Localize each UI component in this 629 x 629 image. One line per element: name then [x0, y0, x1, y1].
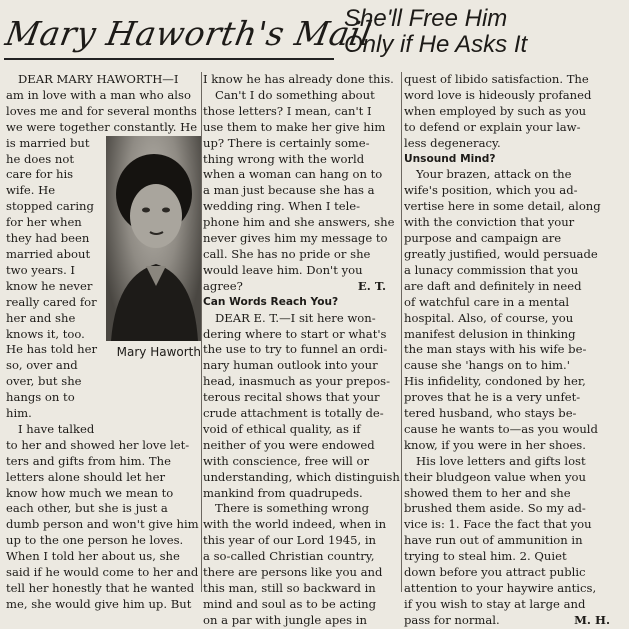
masthead: [0, 0, 629, 70]
text-line: tell her honestly that he wanted: [6, 581, 195, 595]
text-line: Can't I do something about: [215, 87, 375, 102]
text-line: agree?: [203, 278, 243, 293]
text-line: this year of our Lord 1945, in: [203, 533, 377, 548]
text-line: brushed them aside. So my ad-: [404, 501, 586, 516]
text-line: said if he would come to her and: [6, 565, 199, 580]
text-line: His love letters and gifts lost: [416, 453, 586, 468]
headline: [344, 6, 527, 58]
column-title: Mary Haworth's Mail: [2, 14, 376, 53]
text-line: to her and showed her love let-: [6, 437, 190, 452]
text-line: hangs on to: [6, 390, 75, 405]
text-line: their bludgeon value when you: [404, 469, 586, 484]
text-line: over, but she: [6, 374, 82, 389]
text-line: showed them to her and she: [404, 485, 571, 500]
text-line: vertise here in some detail, along: [404, 199, 601, 214]
text-line: letters alone should let her: [6, 469, 166, 484]
text-line: those letters? I mean, can't I: [203, 103, 372, 118]
text-line: There is something wrong: [215, 501, 370, 516]
text-line: are daft and definitely in need: [404, 278, 582, 293]
text-line: two years. I: [6, 262, 76, 277]
text-line: a so-called Christian country,: [203, 549, 375, 564]
portrait-figure: [106, 136, 201, 341]
text-line: with the world indeed, when in: [203, 517, 387, 532]
text-line: quest of libido satisfaction. The: [404, 72, 589, 86]
text-line: for her when: [6, 215, 82, 230]
text-line: a lunacy commission that you: [404, 262, 579, 277]
text-line: understanding, which distinguish: [203, 469, 400, 484]
subheading: Can Words Reach You?: [203, 295, 339, 308]
text-line: ters and gifts from him. The: [6, 453, 171, 468]
text-line: the use to try to funnel an ordi-: [203, 342, 388, 357]
column-divider: [201, 72, 202, 592]
text-line: care for his: [6, 167, 74, 182]
text-line: crude attachment is totally de-: [203, 406, 384, 421]
text-line: really cared for: [6, 294, 97, 309]
text-line: nary human outlook into your: [203, 358, 378, 373]
text-line: terous recital shows that your: [203, 390, 380, 405]
text-line: they had been: [6, 231, 90, 246]
text-line: when employed by such as you: [404, 103, 587, 118]
photo-caption: Mary Haworth: [116, 344, 201, 359]
text-line: manifest delusion in thinking: [404, 326, 576, 341]
text-line: me, she would give him up. But: [6, 596, 192, 611]
text-line: am in love with a man who also: [6, 87, 191, 102]
text-line: never gives him my message to: [203, 231, 388, 246]
text-line: thing wrong with the world: [203, 151, 365, 166]
text-line: I have talked: [18, 421, 95, 436]
text-line: attention to your haywire antics,: [404, 581, 597, 595]
headline-line-2: Only if He Asks It: [344, 31, 528, 58]
text-line: hospital. Also, of course, you: [404, 310, 574, 325]
column-divider: [401, 72, 402, 592]
text-line: there are persons like you and: [203, 565, 383, 580]
text-line: wife. He: [6, 183, 56, 198]
text-line: know how much we mean to: [6, 485, 174, 500]
text-line: stopped caring: [6, 199, 94, 214]
text-line: this man, still so backward in: [203, 581, 376, 595]
text-line: if you wish to stay at large and: [404, 596, 586, 611]
portrait-photo: [106, 136, 201, 341]
text-line: on a par with jungle apes in: [203, 612, 367, 627]
text-line: know he never: [6, 278, 93, 293]
subheading: Unsound Mind?: [404, 152, 496, 165]
text-line: a man just because she has a: [203, 183, 375, 198]
text-line: with conscience, free will or: [203, 453, 370, 468]
text-line: down before you attract public: [404, 565, 586, 580]
text-line: void of ethical quality, as if: [203, 421, 361, 436]
column-1: [6, 72, 201, 613]
text-line: Your brazen, attack on the: [416, 167, 572, 182]
text-line: dumb person and won't give him: [6, 517, 199, 532]
text-line: the man stays with his wife be-: [404, 342, 587, 357]
column-2: [203, 72, 400, 629]
text-line: cause he wants to—as you would: [404, 421, 598, 436]
portrait: [106, 136, 201, 366]
text-line: word love is hideously profaned: [404, 87, 592, 102]
signature-line: [203, 279, 400, 295]
signature-line: [404, 613, 624, 629]
text-line: phone him and she answers, she: [203, 215, 395, 230]
text-line: have run out of ammunition in: [404, 533, 583, 548]
text-line: wife's position, which you ad-: [404, 183, 578, 198]
text-line: he does not: [6, 151, 75, 166]
text-line: proves that he is a very unfet-: [404, 390, 581, 405]
text-line: use them to make her give him: [203, 119, 386, 134]
text-line: head, inasmuch as your prepos-: [203, 374, 391, 389]
text-line: dering where to start or what's: [203, 326, 387, 341]
columnist-signature: M. H.: [574, 612, 610, 627]
text-line: mankind from quadrupeds.: [203, 485, 363, 500]
text-line: mind and soul as to be acting: [203, 596, 377, 611]
text-line: His infidelity, condoned by her,: [404, 374, 586, 389]
text-line: tered husband, who stays be-: [404, 406, 577, 421]
text-line: call. She has no pride or she: [203, 246, 371, 261]
text-line: cause she 'hangs on to him.': [404, 358, 570, 373]
text-line: DEAR MARY HAWORTH—I: [18, 72, 179, 86]
letter-signature: E. T.: [357, 278, 386, 293]
text-line: wedding ring. When I tele-: [203, 199, 361, 214]
text-line: each other, but she is just a: [6, 501, 168, 516]
text-line: so, over and: [6, 358, 78, 373]
text-line: with the conviction that your: [404, 215, 575, 230]
text-line: married about: [6, 246, 91, 261]
text-line: I know he has already done this.: [203, 72, 394, 86]
text-line: He has told her: [6, 342, 97, 357]
text-line: When I told her about us, she: [6, 549, 180, 564]
text-line: DEAR E. T.—I sit here won-: [215, 310, 376, 325]
text-line: up to the one person he loves.: [6, 533, 184, 548]
text-line: up? There is certainly some-: [203, 135, 370, 150]
title-underline: [4, 58, 334, 60]
text-line: vice is: 1. Face the fact that you: [404, 517, 592, 532]
text-line: pass for normal.: [404, 612, 500, 627]
text-line: purpose and campaign are: [404, 231, 562, 246]
headline-line-1: She'll Free Him: [344, 5, 508, 32]
text-line: him.: [6, 406, 32, 421]
text-line: when a woman can hang on to: [203, 167, 383, 182]
text-line: trying to steal him. 2. Quiet: [404, 549, 567, 564]
text-line: of watchful care in a mental: [404, 294, 570, 309]
text-line: her and she: [6, 310, 76, 325]
column-3: [404, 72, 624, 629]
text-line: less degeneracy.: [404, 135, 501, 150]
text-line: greatly justified, would persuade: [404, 246, 598, 261]
text-line: is married but: [6, 135, 90, 150]
text-line: neither of you were endowed: [203, 437, 375, 452]
text-line: knows it, too.: [6, 326, 85, 341]
text-line: know, if you were in her shoes.: [404, 437, 586, 452]
text-line: loves me and for several months: [6, 103, 197, 118]
text-line: to defend or explain your law-: [404, 119, 581, 134]
text-line: we were together constantly. He: [6, 119, 198, 134]
text-line: would leave him. Don't you: [203, 262, 363, 277]
